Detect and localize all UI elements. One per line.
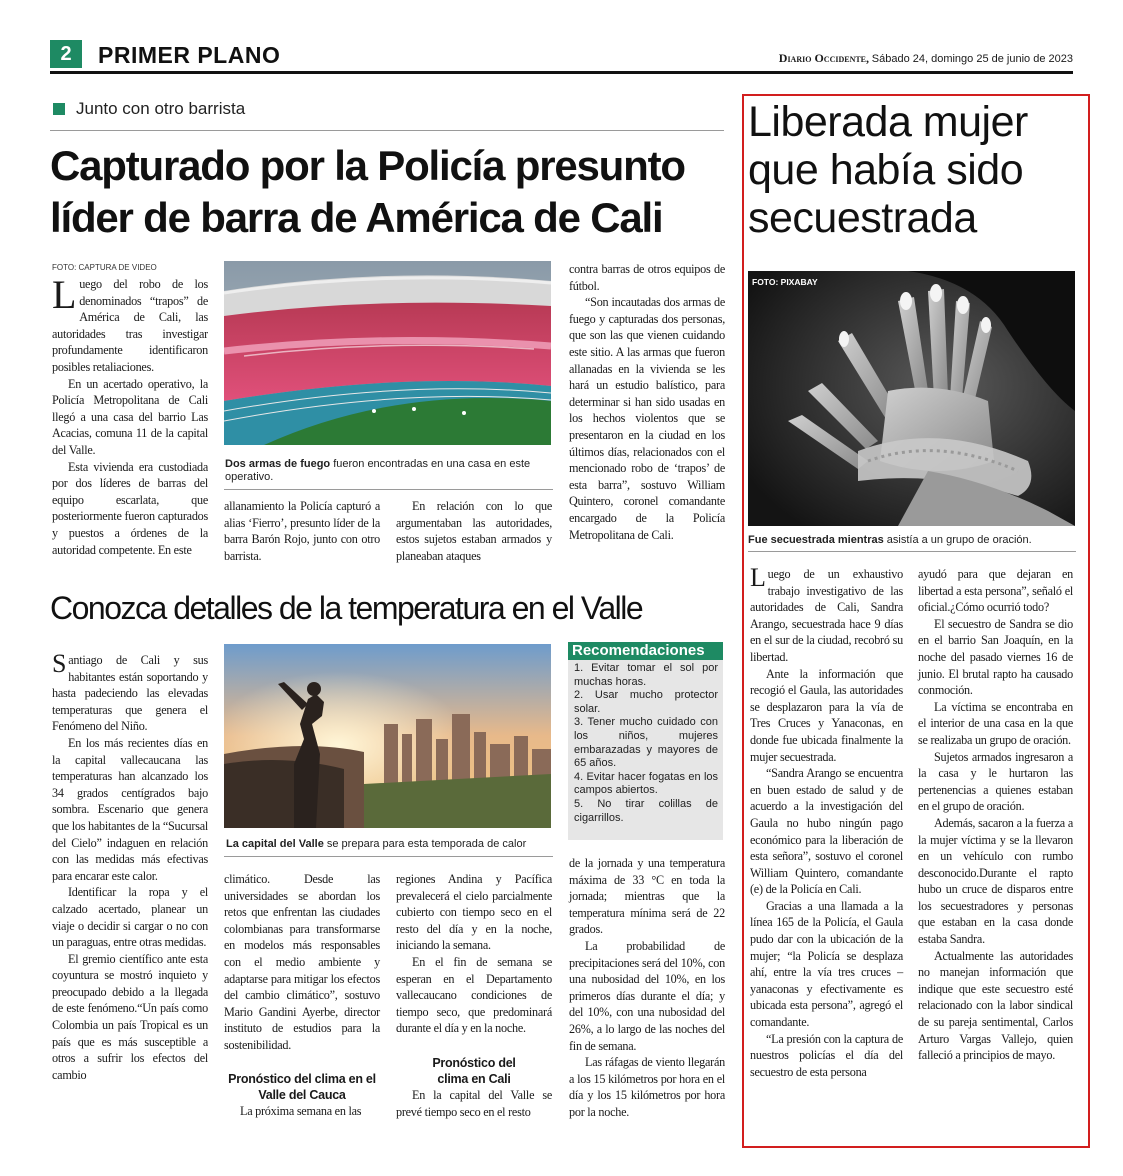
bound-hands-illustration bbox=[748, 271, 1075, 526]
story3-column-2 bbox=[918, 566, 1073, 1064]
caption-text: fueron encontradas en una casa en este operativo. bbox=[225, 458, 531, 483]
story3-paragraph: Gracias a una llamada a la línea 165 de la Policía, el Gaula pudo dar con la ubicación de la mujer; “la Policía se desplaza ahí, entre la vía tres cruces – yanaconas y efectivamente es ubicada esta persona”, agregó el comandante. bbox=[750, 898, 903, 1030]
story3-paragraph: La víctima se encontraba en el interior de una casa en la que se realizaba un grupo de oración. bbox=[918, 699, 1073, 747]
story3-column-1 bbox=[750, 563, 903, 1080]
story1-kicker: Junto con otro barrista bbox=[76, 99, 246, 118]
story3-headline bbox=[748, 98, 1084, 242]
story2-headline: Conozca detalles de la temperatura en el Valle bbox=[50, 590, 643, 626]
story2-paragraph: Identificar la ropa y el calzado acertado, planear un viaje o decidir si cargar o no con un paraguas, entre otras medidas. bbox=[52, 885, 208, 950]
story1-paragraph: En un acertado operativo, la Policía Metropolitana de Cali llegó a una casa del barrio Las Acacias, comuna 11 de la capital del Valle. bbox=[52, 376, 208, 457]
caption-text: se prepara para esta temporada de calor bbox=[323, 838, 527, 850]
story3-paragraph: “La presión con la captura de nuestros policías el día del secuestro de esta persona bbox=[750, 1031, 903, 1079]
recommendation-item: 5. No tirar colillas de cigarrillos. bbox=[574, 797, 718, 824]
section-title: PRIMER PLANO bbox=[98, 42, 281, 68]
story1-column-3 bbox=[396, 498, 552, 564]
story2-paragraph: antiago de Cali y sus habitantes están soportando y hasta padeciendo las elevadas temperaturas que genera el Fenómeno del Niño. bbox=[52, 653, 208, 734]
story2-paragraph: regiones Andina y Pacífica prevalecerá el cielo parcialmente cubierto con tiempo seco en el resto del día y en la noche, iniciando la semana. bbox=[396, 872, 552, 953]
stadium-photo-caption bbox=[225, 458, 553, 484]
recommendation-item: 3. Tener mucho cuidado con los niños, mujeres embarazadas y mayores de 65 años. bbox=[574, 716, 718, 770]
story3-paragraph: ayudó para que dejaran en libertad a esta persona”, señaló el oficial.¿Cómo ocurrió todo? bbox=[918, 567, 1073, 615]
story1-paragraph: “Son incautadas dos armas de fuego y capturadas dos personas, que son las que vienen cuidando este sitio. A las armas que fueron allanadas en la vivienda se les hará un estudio balístico, para determinar si han sido usadas en los hechos violentos que se presentaron en la ciudad en los últimos días, relacionados con el mencionado robo de ‘trapos’ de esta barra”, sostuvo William Quintero, coronel comandante encargado de la Policía Metropolitana de Cali. bbox=[569, 295, 725, 542]
story2-column-3 bbox=[396, 871, 552, 1120]
kicker-square-icon bbox=[53, 103, 65, 115]
recommendations-list bbox=[568, 660, 723, 825]
caption-text: asistía a un grupo de oración. bbox=[883, 534, 1032, 546]
story3-paragraph: “Sandra Arango se encuentra en buen estado de salud y de acuerdo a la investigación del Gaula no hubo ningún pago económico para la liberación de esta señora”, sostuvo el coronel William Quintero, comandante (e) de la Policía en Cali. bbox=[750, 766, 903, 897]
story1-headline-line2: líder de barra de América de Cali bbox=[50, 194, 663, 241]
story1-paragraph: allanamiento la Policía capturó a alias ‘Fierro’, presunto líder de la barra Barón Rojo, junto con otro barrista. bbox=[224, 499, 380, 563]
masthead-info bbox=[779, 51, 1073, 66]
caption-bold: Dos armas de fuego bbox=[225, 458, 331, 470]
story2-column-4 bbox=[569, 855, 725, 1121]
story2-column-2 bbox=[224, 871, 380, 1119]
sunset-illustration bbox=[224, 644, 551, 828]
page-number-badge bbox=[50, 40, 82, 68]
caption-bold: La capital del Valle bbox=[226, 838, 324, 850]
story3-paragraph: Sujetos armados ingresaron a la casa y le hurtaron las pertenencias a quienes estaban en el grupo de oración. bbox=[918, 749, 1073, 814]
paper-name: Diario Occidente, bbox=[778, 51, 870, 65]
hands-photo-caption bbox=[748, 534, 1076, 547]
story2-paragraph: de la jornada y una temperatura máxima de 33 °C en toda la jornada; mientras que la temperatura mínima será de 22 grados. bbox=[569, 856, 725, 937]
story3-paragraph: El secuestro de Sandra se dio en el barrio San Joaquín, en la noche del pasado viernes 16 de junio. El brutal rapto ha causado conmoción. bbox=[918, 616, 1073, 698]
story2-column-1 bbox=[52, 652, 208, 1132]
story2-subhead-cali: Pronóstico del clima en Cali bbox=[432, 1055, 516, 1086]
story1-paragraph: uego del robo de los denominados “trapos” de América de Cali, las autoridades tras investigar profundamente identificaron posibles retaliaciones. bbox=[52, 277, 208, 374]
story1-headline-line1: Capturado por la Policía presunto bbox=[50, 142, 685, 189]
story2-paragraph: La probabilidad de precipitaciones será del 10%, con una nubosidad del 10%, en los primeros días durante el día; y del 10%, con una nubosidad del 26%, a lo largo de las noches del fin de semana. bbox=[569, 938, 725, 1053]
recommendation-item: 4. Evitar hacer fogatas en los campos abiertos. bbox=[574, 770, 718, 797]
story2-dropcap: S bbox=[52, 652, 67, 678]
caption-bold: Fue secuestrada mientras bbox=[748, 534, 884, 546]
hands-photo-credit: FOTO: PIXABAY bbox=[752, 277, 818, 287]
recommendations-title: Recomendaciones bbox=[568, 642, 723, 660]
header-rule bbox=[50, 71, 1073, 74]
caption-rule bbox=[748, 551, 1076, 552]
story1-column-4 bbox=[569, 261, 725, 543]
story3-paragraph: Además, sacaron a la fuerza a la mujer víctima y se la llevaron en un vehículo con rumbo desconocido.Durante el rapto hubo un cruce de disparos entre los secuestradores y personas que estaban en la casa donde estaba Sandra. bbox=[918, 815, 1073, 947]
caption-rule bbox=[224, 489, 553, 490]
story2-subhead-valle: Pronóstico del clima en el Valle del Cauca bbox=[228, 1071, 376, 1102]
city-photo-caption bbox=[226, 838, 554, 851]
hands-photo bbox=[748, 271, 1075, 526]
story3-paragraph: Ante la información que recogió el Gaula, las autoridades se desplazaron para la vía de Tres Cruces y Yanaconas, en donde fue ubicada finalmente la mujer secuestrada. bbox=[750, 666, 903, 764]
city-sunset-photo bbox=[224, 644, 551, 828]
story3-headline-line3: secuestrada bbox=[748, 194, 977, 242]
recommendation-item: 2. Usar mucho protector solar. bbox=[574, 689, 718, 715]
story1-photo-credit: FOTO: CAPTURA DE VIDEO bbox=[52, 263, 157, 272]
recommendations-box bbox=[568, 642, 723, 840]
story1-dropcap: L bbox=[52, 276, 77, 317]
story1-column-2 bbox=[224, 498, 380, 564]
story2-paragraph: En el fin de semana se esperan en el Departamento vallecaucano condiciones de tiempo seco, que predominará durante el día y en la noche. bbox=[396, 954, 552, 1036]
story1-paragraph: contra barras de otros equipos de fútbol. bbox=[569, 262, 725, 293]
story2-paragraph: En los más recientes días en la capital vallecaucana las temperaturas han alcanzado los 34 grados centígrados bajo sombra. Escenario que genera que los habitantes de la “Sucursal del Cielo” indaguen en relación con las medidas más efectivas para encarar este calor. bbox=[52, 735, 208, 883]
story3-paragraph: uego de un exhaustivo trabajo investigativo de las autoridades de Cali, Sandra Arango, secuestrada hace 9 días en el sur de la ciudad, recobró su libertad. bbox=[750, 567, 903, 664]
stadium-photo bbox=[224, 261, 551, 445]
story1-paragraph: En relación con lo que argumentaban las autoridades, estos sujetos estaban armados y planeaban ataques bbox=[396, 499, 552, 563]
story2-paragraph: Las ráfagas de viento llegarán a los 15 kilómetros por hora en el día y los 15 kilómetros por hora por la noche. bbox=[569, 1055, 725, 1119]
story3-paragraph: Actualmente las autoridades no manejan información que indique que este secuestro esté relacionado con la labor sindical de su pareja sentimental, Carlos Arturo Vargas Vallejo, quien falleció a principios de mayo. bbox=[918, 948, 1073, 1063]
story3-dropcap: L bbox=[750, 563, 766, 592]
page-number: 2 bbox=[60, 43, 72, 65]
story3-headline-line1: Liberada mujer bbox=[748, 98, 1028, 146]
story2-paragraph: climático. Desde las universidades se abordan los retos que enfrentan las ciudades colombianas para transformarse en modelos más responsables con el medio ambiente y adaptarse para mitigar los efectos del cambio climático”, sostuvo Mario Gandini Ayerbe, director instituto de estudios para la sostenibilidad. bbox=[224, 872, 380, 1052]
kicker-rule bbox=[50, 130, 724, 131]
issue-date: Sábado 24, domingo 25 de junio de 2023 bbox=[871, 53, 1073, 65]
caption-rule bbox=[224, 856, 553, 857]
story3-headline-line2: que había sido bbox=[748, 146, 1024, 194]
story1-column-1 bbox=[52, 276, 208, 566]
story2-paragraph: El gremio científico ante esta coyuntura se mostró inquieto y preocupado debido a la llegada de este fenómeno.“Un país como Colombia un país Tropical es un país que es más susceptible a otros a sufrir los efectos del cambio bbox=[52, 951, 208, 1082]
story2-paragraph: En la capital del Valle se prevé tiempo seco en el resto bbox=[396, 1087, 552, 1119]
story1-paragraph: Esta vivienda era custodiada por dos líderes de barras del equipo escarlata, que posteriormente fueron capturados y puestos a órdenes de la autoridad competente. En este bbox=[52, 459, 208, 557]
story2-paragraph: La próxima semana en las bbox=[240, 1103, 362, 1118]
recommendation-item: 1. Evitar tomar el sol por muchas horas. bbox=[574, 662, 718, 688]
stadium-illustration bbox=[224, 261, 551, 445]
story1-headline bbox=[50, 140, 730, 244]
